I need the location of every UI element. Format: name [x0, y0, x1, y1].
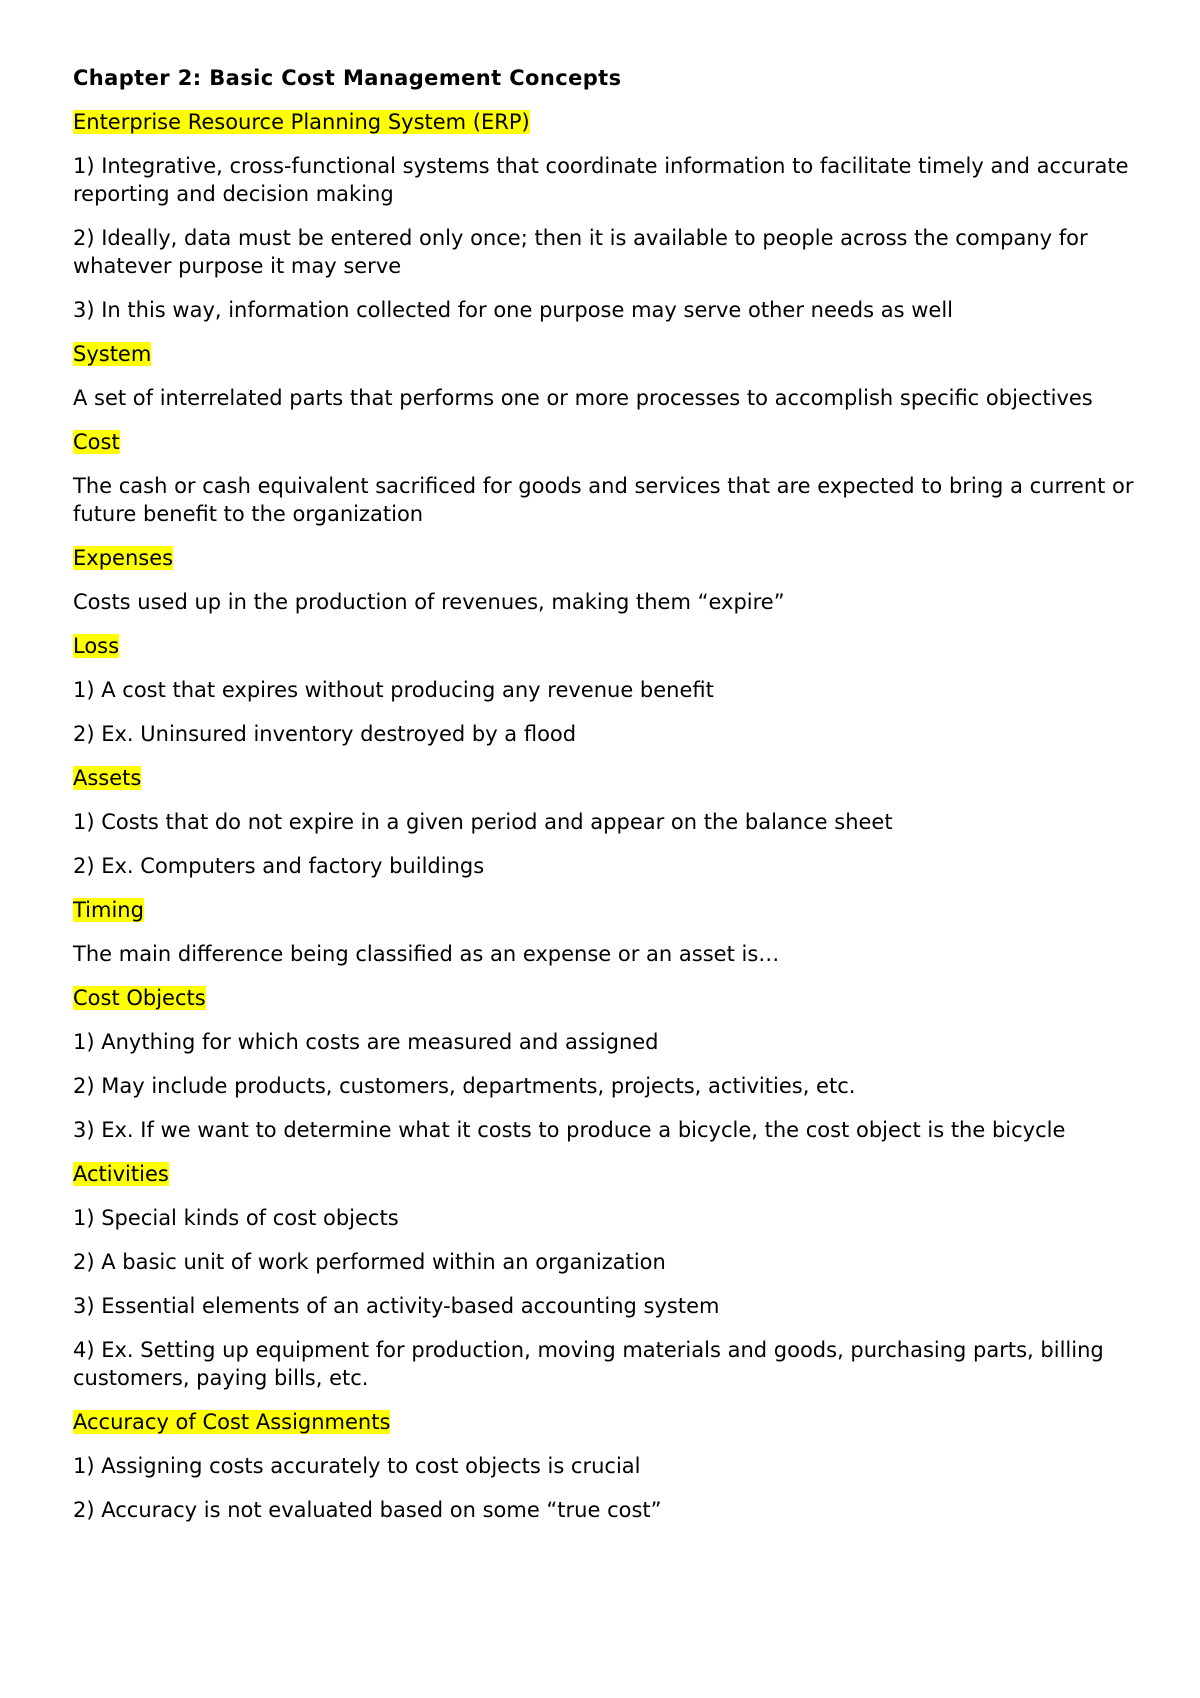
section [73, 544, 1143, 616]
section-heading [73, 764, 1143, 792]
highlighted-term: Activities [73, 1162, 169, 1186]
section [73, 1160, 1143, 1392]
section-heading [73, 984, 1143, 1012]
highlighted-term: System [73, 342, 152, 366]
section-line: 3) Essential elements of an activity-based accounting system [73, 1294, 720, 1318]
section-heading [73, 896, 1143, 924]
section-line: 3) Ex. If we want to determine what it costs to produce a bicycle, the cost object is the bicycle [73, 1118, 1066, 1142]
section-line: 4) Ex. Setting up equipment for production, moving materials and goods, purchasing parts, billing customers, paying bills, etc. [73, 1338, 1104, 1390]
highlighted-term: Cost Objects [73, 986, 206, 1010]
section-line: 1) Integrative, cross-functional systems that coordinate information to facilitate timely and accurate reporting and decision making [73, 154, 1129, 206]
section-line: A set of interrelated parts that performs one or more processes to accomplish specific objectives [73, 386, 1093, 410]
section-line: 1) Costs that do not expire in a given period and appear on the balance sheet [73, 810, 893, 834]
section [73, 764, 1143, 880]
section [73, 632, 1143, 748]
section-heading [73, 1160, 1143, 1188]
section-line: 2) A basic unit of work performed within an organization [73, 1250, 666, 1274]
highlighted-term: Timing [73, 898, 144, 922]
section-line: Costs used up in the production of revenues, making them “expire” [73, 590, 785, 614]
document-page [73, 64, 1143, 1540]
section-line: 2) Accuracy is not evaluated based on some “true cost” [73, 1498, 662, 1522]
highlighted-term: Expenses [73, 546, 174, 570]
section-heading [73, 428, 1143, 456]
section-line: 1) A cost that expires without producing any revenue benefit [73, 678, 714, 702]
page-title: Chapter 2: Basic Cost Management Concepts [73, 66, 622, 90]
section-line: 3) In this way, information collected for one purpose may serve other needs as well [73, 298, 953, 322]
section-heading [73, 340, 1143, 368]
section [73, 896, 1143, 968]
section-line: 2) Ex. Computers and factory buildings [73, 854, 485, 878]
section [73, 108, 1143, 324]
section [73, 340, 1143, 412]
highlighted-term: Cost [73, 430, 120, 454]
section [73, 984, 1143, 1144]
section-line: 1) Special kinds of cost objects [73, 1206, 399, 1230]
section [73, 428, 1143, 528]
section-line: 2) Ex. Uninsured inventory destroyed by a flood [73, 722, 577, 746]
section-heading [73, 108, 1143, 136]
section-line: The cash or cash equivalent sacrificed for goods and services that are expected to bring a current or future benefit to the organization [73, 474, 1134, 526]
highlighted-term: Accuracy of Cost Assignments [73, 1410, 391, 1434]
highlighted-term: Enterprise Resource Planning System (ERP) [73, 110, 530, 134]
section-line: 2) May include products, customers, departments, projects, activities, etc. [73, 1074, 856, 1098]
section [73, 1408, 1143, 1524]
section-line: 1) Anything for which costs are measured and assigned [73, 1030, 659, 1054]
section-heading [73, 544, 1143, 572]
section-line: 1) Assigning costs accurately to cost objects is crucial [73, 1454, 641, 1478]
section-line: The main difference being classified as an expense or an asset is… [73, 942, 780, 966]
section-heading [73, 632, 1143, 660]
section-heading [73, 1408, 1143, 1436]
highlighted-term: Loss [73, 634, 120, 658]
section-line: 2) Ideally, data must be entered only once; then it is available to people across the company for whatever purpose it may serve [73, 226, 1088, 278]
highlighted-term: Assets [73, 766, 142, 790]
sections-container [73, 108, 1143, 1524]
